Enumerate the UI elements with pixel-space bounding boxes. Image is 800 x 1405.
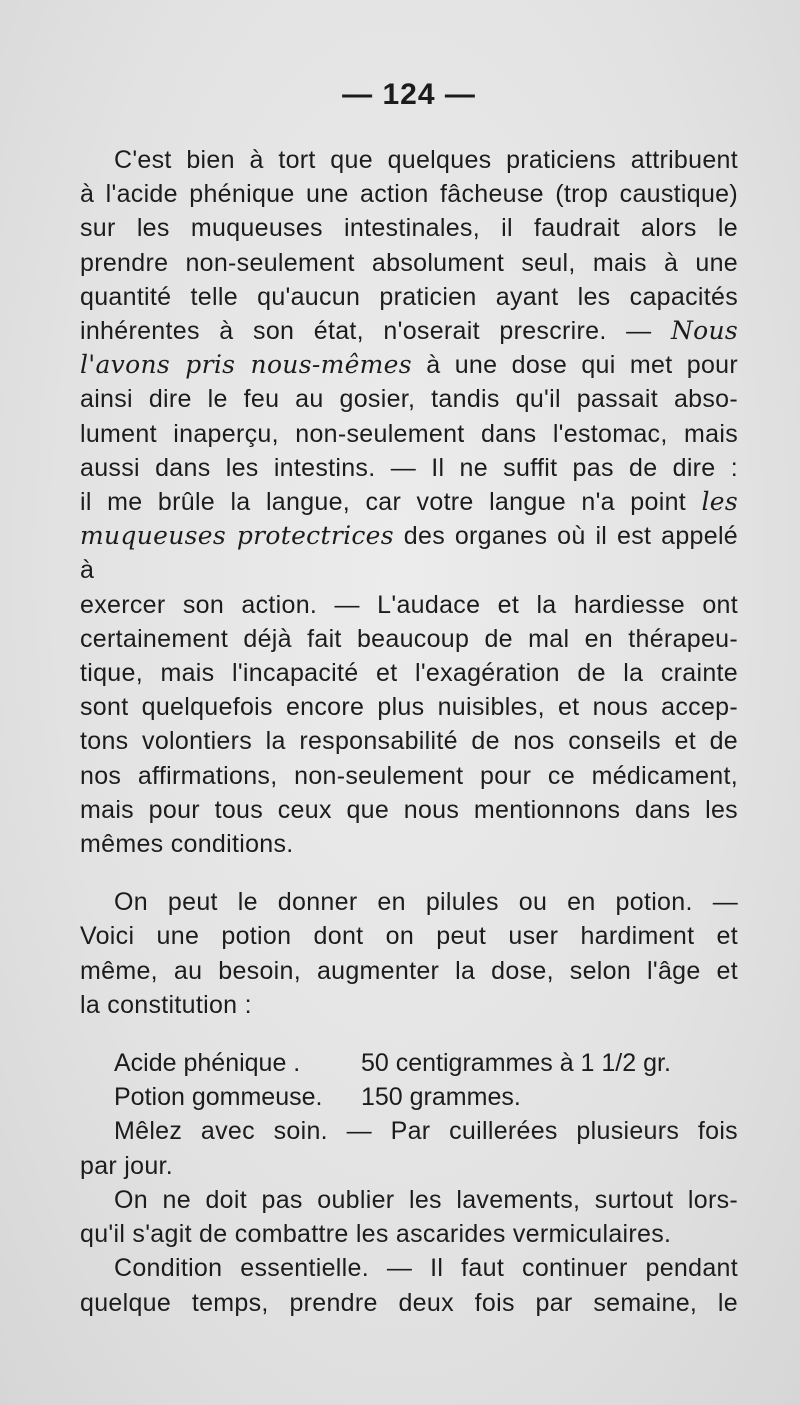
text-line: aussi dans les intestins. — Il ne suffit pas de dire : <box>80 453 738 482</box>
text-line: Mêlez avec soin. — Par cuillerées plusieurs fois <box>114 1117 738 1146</box>
text-line: nos affirmations, non-seulement pour ce médicament, <box>80 761 738 790</box>
text-line: Voici une potion dont on peut user hardiment et <box>80 922 738 951</box>
text-line: ainsi dire le feu au gosier, tandis qu'il passait abso- <box>80 385 738 414</box>
text-line: sont quelquefois encore plus nuisibles, et nous accep- <box>80 693 738 722</box>
text-line: prendre non-seulement absolument seul, mais à une <box>80 248 738 277</box>
text-line: tons volontiers la responsabilité de nos conseils et de <box>80 727 738 756</box>
text-segment: à une dose qui met pour <box>426 351 738 380</box>
prescription <box>80 1046 738 1114</box>
text-line: sur les muqueuses intestinales, il faudrait alors le <box>80 214 738 243</box>
text-segment: il me brûle la langue, car votre langue n'a point <box>80 488 687 517</box>
text-line <box>80 485 738 519</box>
paragraph-5 <box>80 1251 738 1319</box>
text-segment: inhérentes à son état, n'oserait prescrire. — <box>80 317 652 346</box>
prescription-row <box>114 1046 738 1080</box>
text-line: quelque temps, prendre deux fois par semaine, le <box>80 1288 738 1317</box>
ingredient-name: Potion gommeuse. <box>114 1083 323 1112</box>
text-line: lument inaperçu, non-seulement dans l'estomac, mais <box>80 419 738 448</box>
text-line: quantité telle qu'aucun praticien ayant les capacités <box>80 282 738 311</box>
text-segment: des organes où il est appelé à <box>80 522 739 585</box>
prescription-row <box>114 1080 738 1114</box>
paragraph-3 <box>80 1114 738 1182</box>
text-line: par jour. <box>80 1151 174 1180</box>
paragraph-2 <box>80 885 738 1022</box>
ingredient-amount: 150 grammes. <box>361 1083 521 1112</box>
book-page <box>80 75 738 1320</box>
text-line: On ne doit pas oublier les lavements, surtout lors- <box>114 1185 738 1214</box>
italic-text: les <box>701 487 739 517</box>
text-line: la constitution : <box>80 990 252 1019</box>
text-line: à l'acide phénique une action fâcheuse (trop caustique) <box>80 180 738 209</box>
text-line: qu'il s'agit de combattre les ascarides vermiculaires. <box>80 1220 672 1249</box>
text-line: On peut le donner en pilules ou en potion. — <box>114 888 738 917</box>
italic-text: muqueuses protectrices <box>80 521 394 551</box>
italic-text: Nous <box>670 316 739 346</box>
text-line: certainement déjà fait beaucoup de mal en thérapeu- <box>80 624 738 653</box>
text-line: mais pour tous ceux que nous mentionnons dans les <box>80 795 738 824</box>
text-line <box>80 348 738 382</box>
text-line: même, au besoin, augmenter la dose, selon l'âge et <box>80 956 738 985</box>
text-line: Condition essentielle. — Il faut continuer pendant <box>114 1254 738 1283</box>
text-line: C'est bien à tort que quelques praticiens attribuent <box>114 146 738 174</box>
text-line: exercer son action. — L'audace et la hardiesse ont <box>80 590 738 619</box>
ingredient-amount: 50 centigrammes à 1 1/2 gr. <box>361 1049 671 1078</box>
ingredient-name: Acide phénique . <box>114 1049 301 1078</box>
text-line <box>80 519 738 587</box>
text-line: mêmes conditions. <box>80 830 294 859</box>
page-number: — 124 — <box>342 78 476 111</box>
text-line <box>80 314 738 348</box>
italic-text: l'avons pris nous-mêmes <box>80 350 412 380</box>
paragraph-1 <box>80 143 738 861</box>
text-line: tique, mais l'incapacité et l'exagération de la crainte <box>80 659 738 688</box>
paragraph-4 <box>80 1183 738 1251</box>
